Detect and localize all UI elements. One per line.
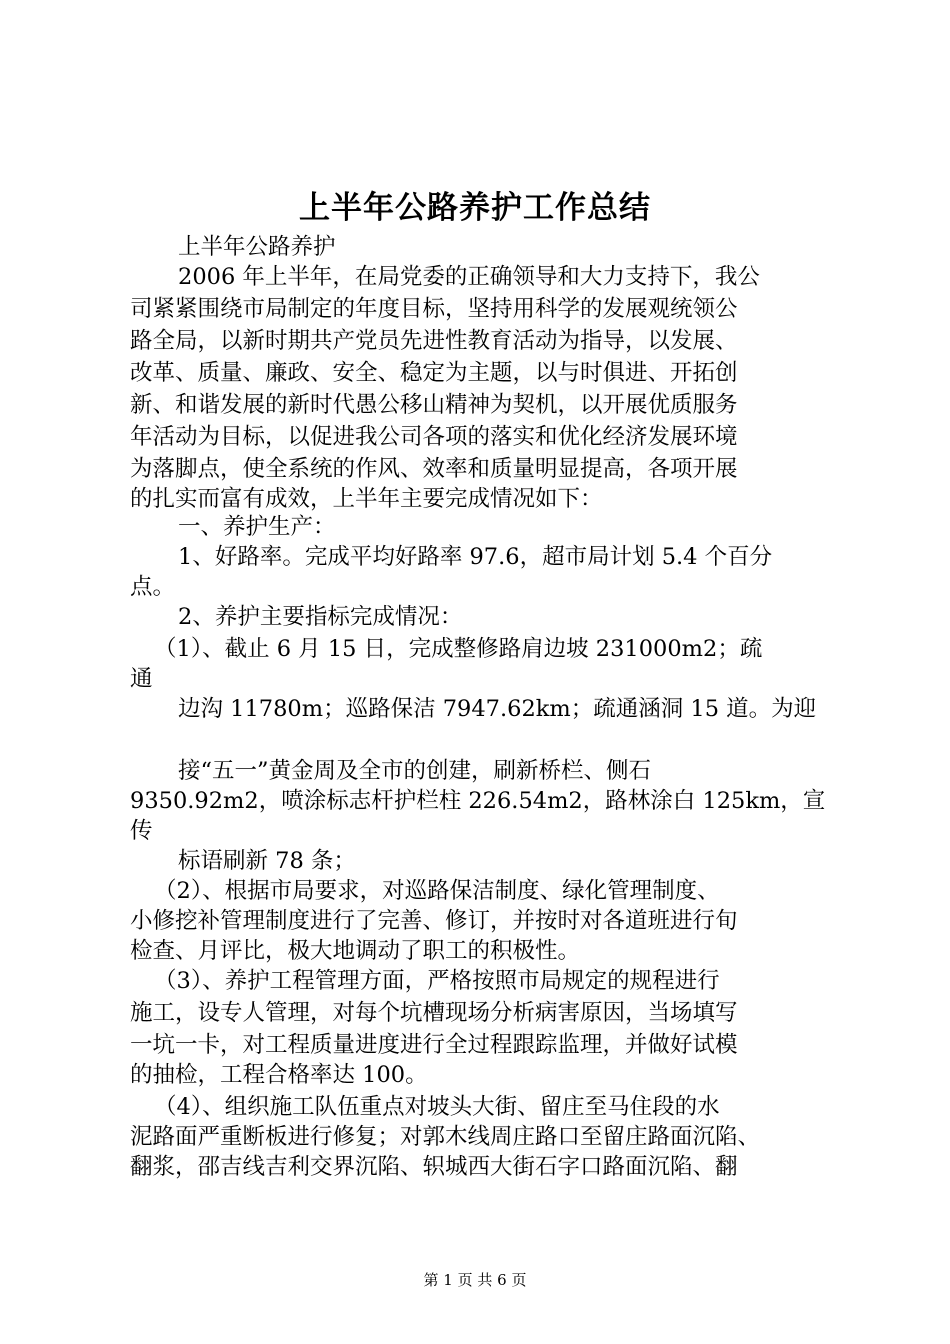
- paragraph-line: （4）、组织施工队伍重点对坡头大街、留庄至马住段的水: [154, 1094, 720, 1120]
- paragraph-line: （1）、截止 6 月 15 日，完成整修路肩边坡 231000m2；疏: [154, 636, 763, 662]
- paragraph-line: 施工，设专人管理，对每个坑槽现场分析病害原因，当场填写: [130, 1000, 738, 1026]
- paragraph-line: 的扎实而富有成效，上半年主要完成情况如下：: [130, 486, 603, 512]
- paragraph-line: 司紧紧围绕市局制定的年度目标，坚持用科学的发展观统领公: [130, 296, 738, 322]
- paragraph-line: （2）、根据市局要求，对巡路保洁制度、绿化管理制度、: [154, 878, 720, 904]
- paragraph-line: （3）、养护工程管理方面，严格按照市局规定的规程进行: [154, 968, 720, 994]
- paragraph-line: 小修挖补管理制度进行了完善、修订，并按时对各道班进行旬: [130, 908, 738, 934]
- paragraph-line: 1、好路率。完成平均好路率 97.6，超市局计划 5.4 个百分: [178, 544, 773, 570]
- paragraph-line: 标语刷新 78 条；: [178, 848, 356, 874]
- paragraph-line: 的抽检，工程合格率达 100。: [130, 1062, 428, 1088]
- paragraph-line: 路全局，以新时期共产党员先进性教育活动为指导，以发展、: [130, 328, 738, 354]
- paragraph-line: 边沟 11780m；巡路保洁 7947.62km；疏通涵洞 15 道。为迎: [178, 696, 817, 722]
- paragraph-line: 泥路面严重断板进行修复；对郭木线周庄路口至留庄路面沉陷、: [130, 1124, 761, 1150]
- paragraph-line: 改革、质量、廉政、安全、稳定为主题，以与时俱进、开拓创: [130, 360, 738, 386]
- paragraph-line: 一、养护生产：: [178, 514, 336, 540]
- paragraph-line: 年活动为目标，以促进我公司各项的落实和优化经济发展环境: [130, 424, 738, 450]
- paragraph-line: 一坑一卡，对工程质量进度进行全过程跟踪监理，并做好试模: [130, 1032, 738, 1058]
- paragraph-line: 点。: [130, 574, 176, 600]
- document-title: 上半年公路养护工作总结: [299, 190, 651, 226]
- paragraph-line: 2006 年上半年，在局党委的正确领导和大力支持下，我公: [178, 264, 760, 290]
- paragraph-line: 传: [130, 818, 153, 844]
- paragraph-line: 9350.92m2，喷涂标志杆护栏柱 226.54m2，路林涂白 125km，宣: [130, 788, 826, 814]
- paragraph-line: 为落脚点，使全系统的作风、效率和质量明显提高，各项开展: [130, 456, 738, 482]
- paragraph-line: 2、养护主要指标完成情况：: [178, 604, 463, 630]
- paragraph-line: 新、和谐发展的新时代愚公移山精神为契机，以开展优质服务: [130, 392, 738, 418]
- paragraph-line: 检查、月评比，极大地调动了职工的积极性。: [130, 938, 581, 964]
- paragraph-line: 接“五一”黄金周及全市的创建，刷新桥栏、侧石: [178, 758, 652, 784]
- paragraph-line: 上半年公路养护: [178, 234, 336, 260]
- paragraph-line: 翻浆，邵吉线吉利交界沉陷、轵城西大街石字口路面沉陷、翻: [130, 1154, 738, 1180]
- page-number: 第 1 页 共 6 页: [423, 1271, 527, 1289]
- paragraph-line: 通: [130, 666, 153, 692]
